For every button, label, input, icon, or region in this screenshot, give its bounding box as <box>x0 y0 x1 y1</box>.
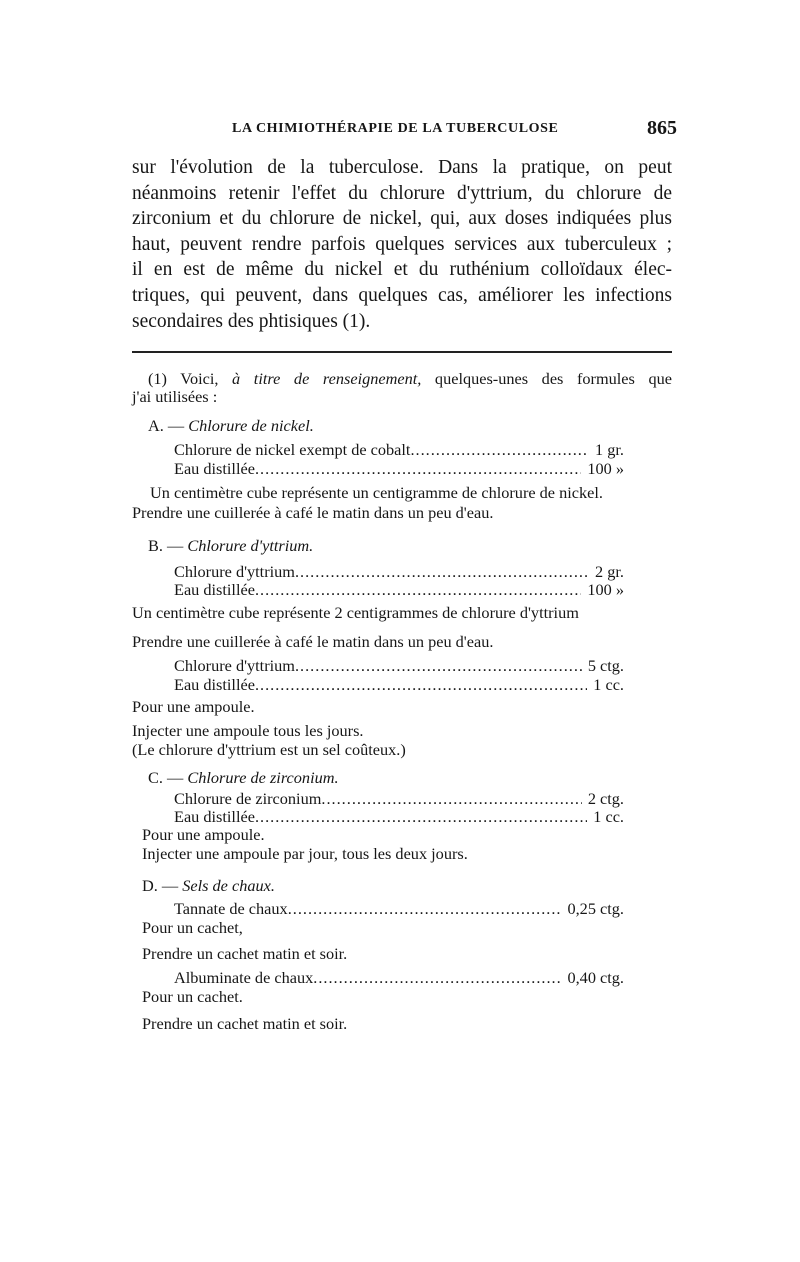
formula-row <box>174 968 624 987</box>
body-line: néanmoins retenir l'effet du chlorure d'yttrium, du chlorure de <box>132 182 672 204</box>
ingredient-label: Chlorure d'yttrium <box>174 562 295 581</box>
ingredient-quantity: 100 » <box>587 459 624 478</box>
formula-row <box>174 562 624 581</box>
formula-note: Prendre un cachet matin et soir. <box>142 944 348 963</box>
formula-note: Un centimètre cube représente 2 centigrammes de chlorure d'yttrium <box>132 603 579 622</box>
formula-note: Un centimètre cube représente un centigramme de chlorure de nickel. <box>150 483 603 502</box>
formula-note: Injecter une ampoule par jour, tous les deux jours. <box>142 844 468 863</box>
body-line: zirconium et du chlorure de nickel, qui, aux doses indiquées plus <box>132 208 672 230</box>
body-paragraph <box>132 155 672 334</box>
ingredient-label: Chlorure d'yttrium <box>174 656 295 675</box>
dot-leader <box>295 562 589 581</box>
formula-letter: B. — <box>148 536 188 555</box>
ingredient-quantity: 1 cc. <box>593 675 624 694</box>
dot-leader <box>255 459 581 478</box>
formula-note: (Le chlorure d'yttrium est un sel coûteux.) <box>132 740 406 759</box>
ingredient-quantity: 0,40 ctg. <box>567 968 624 987</box>
formula-note: Prendre une cuillerée à café le matin dans un peu d'eau. <box>132 503 494 522</box>
dot-leader <box>313 968 561 987</box>
formula-note: Pour un cachet, <box>142 918 243 937</box>
formula-a-heading <box>148 416 800 435</box>
formula-title: Chlorure de zirconium. <box>187 768 339 787</box>
ingredient-quantity: 100 » <box>587 580 624 599</box>
formula-letter: D. — <box>142 876 183 895</box>
formula-note: Pour une ampoule. <box>132 697 255 716</box>
formula-row <box>174 789 624 808</box>
ingredient-label: Albuminate de chaux <box>174 968 314 987</box>
page-number: 865 <box>647 117 677 139</box>
formula-row <box>174 675 624 694</box>
formula-b-heading <box>148 536 800 555</box>
dot-leader <box>255 807 587 826</box>
ingredient-label: Eau distillée <box>174 675 255 694</box>
footnote-intro-text: quelques-unes des formules que <box>421 369 672 388</box>
ingredient-quantity: 2 ctg. <box>587 789 624 808</box>
formula-row <box>174 807 624 826</box>
running-title: LA CHIMIOTHÉRAPIE DE LA TUBERCULOSE <box>232 121 559 136</box>
ingredient-quantity: 1 gr. <box>595 440 624 459</box>
ingredient-label: Eau distillée <box>174 807 255 826</box>
footnote-intro <box>148 369 672 388</box>
dot-leader <box>255 580 581 599</box>
ingredient-quantity: 0,25 ctg. <box>567 899 624 918</box>
footnote-intro-line2: j'ai utilisées : <box>132 387 218 406</box>
dot-leader <box>410 440 589 459</box>
ingredient-quantity: 2 gr. <box>595 562 624 581</box>
dot-leader <box>255 675 587 694</box>
formula-title: Chlorure de nickel. <box>188 416 314 435</box>
ingredient-label: Eau distillée <box>174 580 255 599</box>
ingredient-label: Chlorure de nickel exempt de cobalt <box>174 440 411 459</box>
formula-row <box>174 580 624 599</box>
footnote-rule <box>132 351 672 353</box>
formula-note: Prendre une cuillerée à café le matin dans un peu d'eau. <box>132 632 494 651</box>
dot-leader <box>295 656 582 675</box>
body-line: haut, peuvent rendre parfois quelques services aux tuberculeux ; <box>132 233 672 255</box>
footnote-intro-emphasis: à titre de renseignement, <box>232 369 422 388</box>
footnote-intro-text: (1) Voici, <box>148 369 233 388</box>
formula-title: Chlorure d'yttrium. <box>187 536 314 555</box>
body-line: il en est de même du nickel et du ruthénium colloïdaux élec- <box>132 259 672 281</box>
formula-d-heading <box>142 876 800 895</box>
formula-row <box>174 440 624 459</box>
ingredient-quantity: 5 ctg. <box>587 656 624 675</box>
formula-letter: A. — <box>148 416 189 435</box>
body-line: triques, qui peuvent, dans quelques cas, améliorer les infections <box>132 284 672 306</box>
formula-row <box>174 459 624 478</box>
formula-letter: C. — <box>148 768 188 787</box>
formula-row <box>174 656 624 675</box>
formula-note: Pour un cachet. <box>142 987 243 1006</box>
dot-leader <box>321 789 581 808</box>
ingredient-label: Chlorure de zirconium <box>174 789 322 808</box>
body-line: secondaires des phtisiques (1). <box>132 310 371 332</box>
dot-leader <box>288 899 562 918</box>
formula-note: Injecter une ampoule tous les jours. <box>132 721 364 740</box>
formula-note: Pour une ampoule. <box>142 825 265 844</box>
formula-row <box>174 899 624 918</box>
formula-title: Sels de chaux. <box>182 876 275 895</box>
ingredient-quantity: 1 cc. <box>593 807 624 826</box>
ingredient-label: Tannate de chaux <box>174 899 288 918</box>
formula-note: Prendre un cachet matin et soir. <box>142 1014 348 1033</box>
body-line: sur l'évolution de la tuberculose. Dans la pratique, on peut <box>132 157 672 178</box>
ingredient-label: Eau distillée <box>174 459 255 478</box>
formula-c-heading <box>148 768 800 787</box>
